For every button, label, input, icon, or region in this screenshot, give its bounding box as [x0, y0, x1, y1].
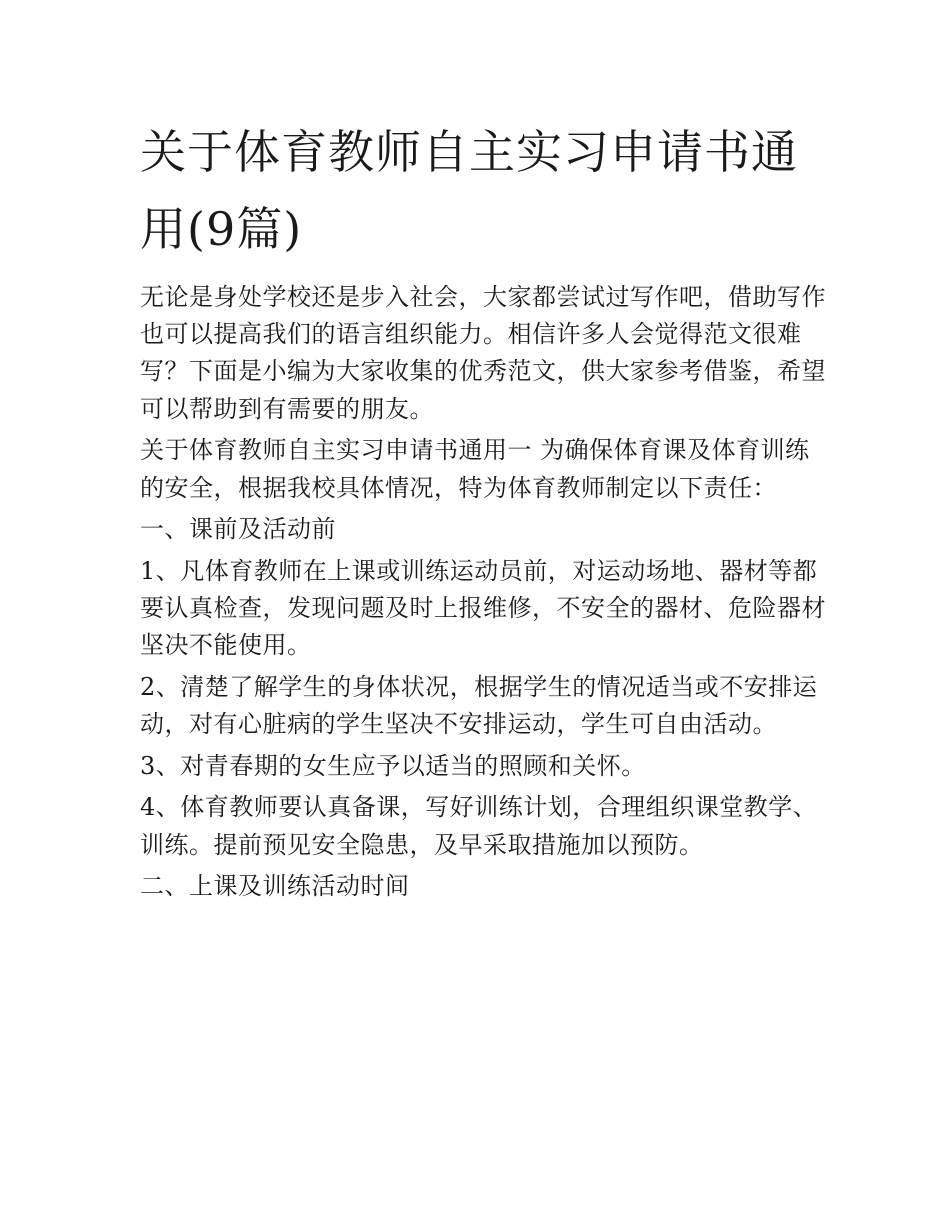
document-page [140, 114, 830, 910]
document-title: 关于体育教师自主实习申请书通用(9篇) [140, 125, 798, 257]
list-item-3: 3、对青春期的女生应予以适当的照顾和关怀。 [140, 751, 646, 780]
paragraph-intro: 无论是身处学校还是步入社会，大家都尝试过写作吧，借助写作也可以提高我们的语言组织能力。相信许多人会觉得范文很难写？下面是小编为大家收集的优秀范文，供大家参考借鉴，希望可以帮助到有需要的朋友。 [140, 282, 826, 423]
list-item-1: 1、凡体育教师在上课或训练运动员前，对运动场地、器材等都要认真检查，发现问题及时上报维修，不安全的器材、危险器材坚决不能使用。 [140, 556, 826, 660]
list-item-4: 4、体育教师要认真备课，写好训练计划，合理组织课堂教学、训练。提前预见安全隐患，及早采取措施加以预防。 [140, 793, 818, 859]
paragraph-section-one-intro: 关于体育教师自主实习申请书通用一 为确保体育课及体育训练的安全，根据我校具体情况，特为体育教师制定以下责任： [140, 436, 810, 502]
section-heading-before-class: 一、课前及活动前 [140, 515, 336, 544]
list-item-2: 2、清楚了解学生的身体状况，根据学生的情况适当或不安排运动，对有心脏病的学生坚决不安排运动，学生可自由活动。 [140, 672, 818, 739]
section-heading-during-class: 二、上课及训练活动时间 [140, 872, 410, 901]
document-body [140, 279, 830, 906]
